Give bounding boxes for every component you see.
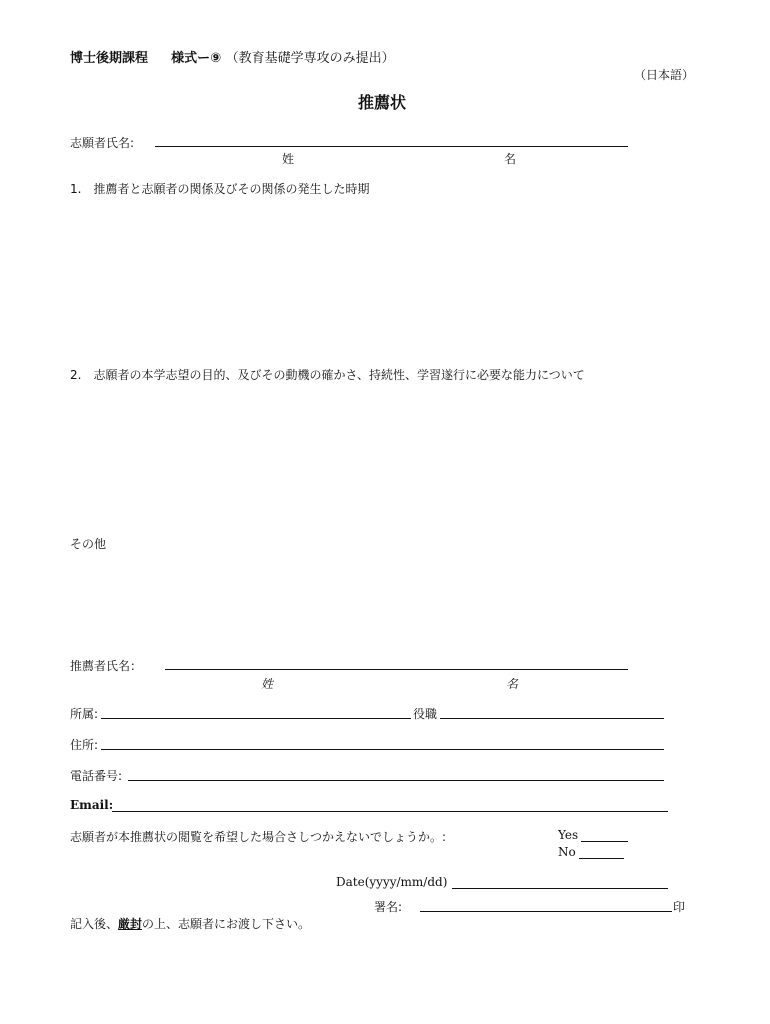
applicant-surname-label: 姓 (282, 152, 295, 166)
recommender-name-label: 推薦者氏名： (70, 659, 143, 673)
program-label: 博士後期課程 (70, 51, 149, 66)
signature-line[interactable] (420, 911, 672, 912)
applicant-name-line[interactable] (155, 146, 628, 147)
phone-label: 電話番号: (70, 769, 123, 783)
position-line[interactable] (440, 718, 664, 719)
date-line[interactable] (452, 888, 668, 889)
no-option-label: No (558, 845, 576, 859)
email-line[interactable] (112, 811, 668, 812)
seal-label: 印 (673, 900, 686, 914)
yes-option-label: Yes (558, 828, 579, 842)
section-1-answer-area[interactable] (70, 200, 690, 350)
no-option-line[interactable] (579, 858, 624, 859)
section-2-heading: 2. 志願者の本学志望の目的、及びその動機の確かさ、持続性、学習遂行に必要な能力について (70, 368, 585, 382)
other-heading: その他 (70, 537, 107, 551)
footer-emphasis: 厳封 (118, 917, 143, 931)
page-title: 推薦状 (358, 93, 407, 112)
disclosure-question: 志願者が本推薦状の閲覧を希望した場合さしつかえないでしょうか。: (70, 830, 447, 844)
recommender-name-line[interactable] (165, 669, 628, 670)
position-label: 役職 (413, 707, 438, 721)
applicant-name-label: 志願者氏名: (70, 136, 135, 150)
affiliation-label: 所属: (70, 707, 99, 721)
signature-label: 署名: (374, 900, 403, 914)
other-answer-area[interactable] (70, 555, 690, 645)
submission-note: （教育基礎学専攻のみ提出） (225, 51, 395, 66)
email-label: Email: (70, 798, 114, 812)
language-label: （日本語） (634, 68, 695, 82)
phone-line[interactable] (128, 780, 664, 781)
address-line[interactable] (101, 749, 664, 750)
address-label: 住所: (70, 738, 99, 752)
recommender-surname-label: 姓 (261, 677, 274, 691)
applicant-given-name-label: 名 (504, 152, 517, 166)
section-2-answer-area[interactable] (70, 386, 690, 526)
date-label: Date(yyyy/mm/dd) (336, 875, 448, 889)
yes-option-line[interactable] (581, 841, 628, 842)
form-number: 様式ー⑨ (171, 51, 222, 66)
affiliation-line[interactable] (101, 718, 411, 719)
footer-suffix: の上、志願者にお渡し下さい。 (142, 917, 311, 931)
recommender-given-name-label: 名 (506, 677, 519, 691)
section-1-heading: 1. 推薦者と志願者の関係及びその関係の発生した時期 (70, 182, 370, 196)
footer-prefix: 記入後、 (70, 917, 119, 931)
